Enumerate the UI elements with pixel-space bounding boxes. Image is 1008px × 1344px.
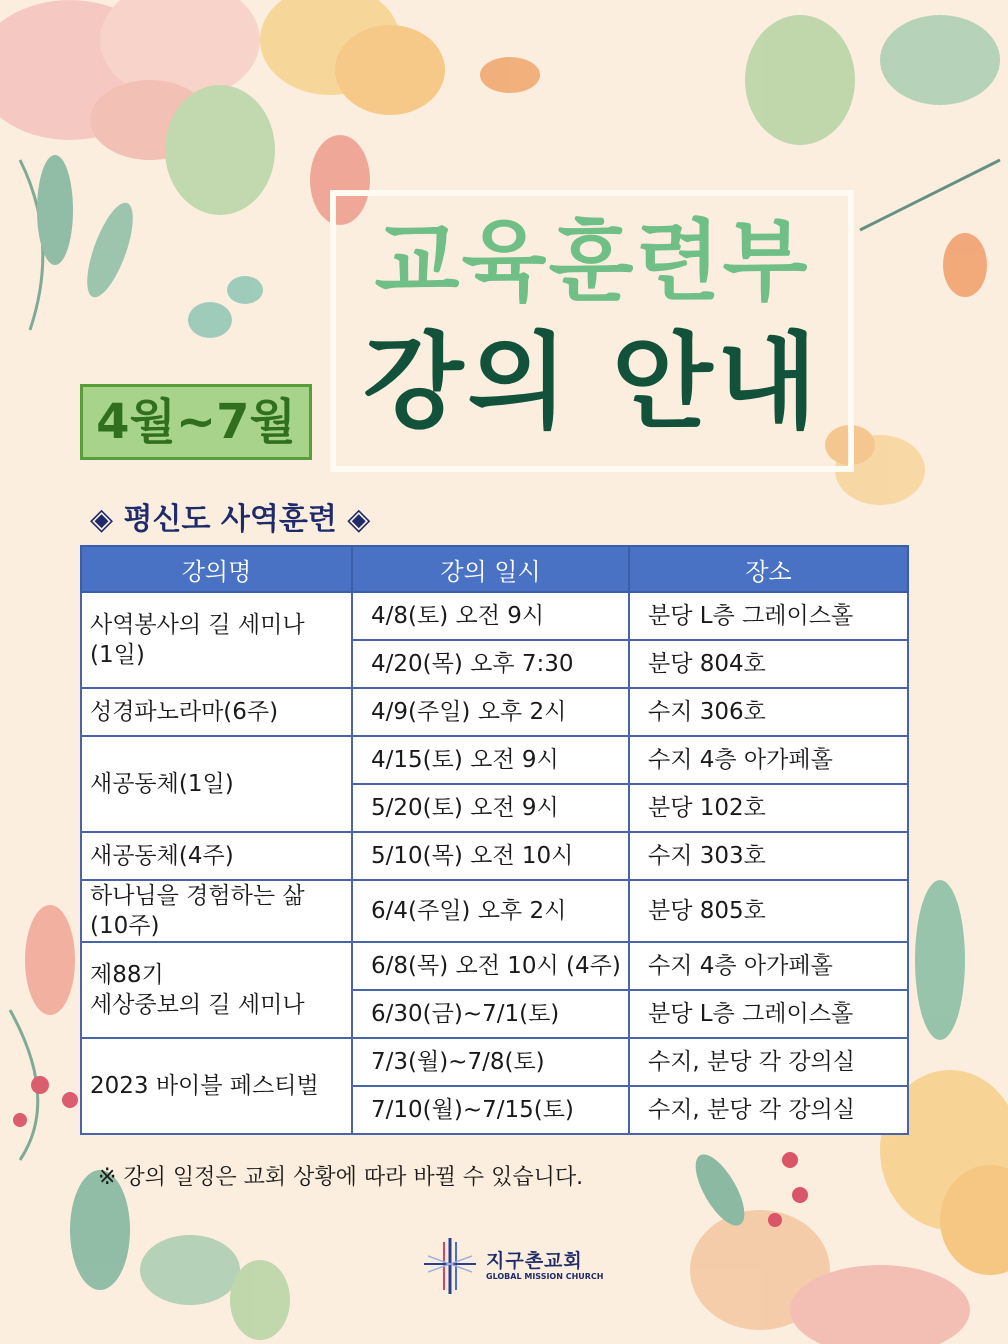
course-place: 수지 4층 아가페홀 <box>629 736 908 784</box>
course-name: 하나님을 경험하는 삶 (10주) <box>81 880 352 942</box>
table-header-row <box>81 546 908 592</box>
table-row <box>81 736 908 784</box>
course-date: 4/20(목) 오후 7:30 <box>352 640 629 688</box>
course-place: 분당 805호 <box>629 880 908 942</box>
period-badge: 4월~7월 <box>80 384 312 460</box>
course-place: 수지 4층 아가페홀 <box>629 942 908 990</box>
course-place: 분당 102호 <box>629 784 908 832</box>
church-name-english: GLOBAL MISSION CHURCH <box>486 1272 604 1281</box>
table-row <box>81 832 908 880</box>
table-row <box>81 1038 908 1086</box>
course-name: 2023 바이블 페스티벌 <box>81 1038 352 1134</box>
course-name: 새공동체(4주) <box>81 832 352 880</box>
course-date: 4/8(토) 오전 9시 <box>352 592 629 640</box>
table-row <box>81 880 908 942</box>
table-row <box>81 592 908 640</box>
course-place: 분당 804호 <box>629 640 908 688</box>
course-name: 제88기 세상중보의 길 세미나 <box>81 942 352 1038</box>
course-place: 수지, 분당 각 강의실 <box>629 1038 908 1086</box>
course-date: 4/15(토) 오전 9시 <box>352 736 629 784</box>
course-date: 7/10(월)~7/15(토) <box>352 1086 629 1134</box>
page-title-main: 강의 안내 <box>362 321 822 443</box>
section-heading: ◈ 평신도 사역훈련 ◈ <box>90 502 371 537</box>
course-date: 5/10(목) 오전 10시 <box>352 832 629 880</box>
course-name: 새공동체(1일) <box>81 736 352 832</box>
course-name: 사역봉사의 길 세미나 (1일) <box>81 592 352 688</box>
church-name-korean: 지구촌교회 <box>486 1250 583 1272</box>
course-date: 4/9(주일) 오후 2시 <box>352 688 629 736</box>
course-place: 분당 L층 그레이스홀 <box>629 990 908 1038</box>
header-course: 강의명 <box>81 546 352 592</box>
course-place: 수지 303호 <box>629 832 908 880</box>
course-date: 5/20(토) 오전 9시 <box>352 784 629 832</box>
course-date: 7/3(월)~7/8(토) <box>352 1038 629 1086</box>
header-place: 장소 <box>629 546 908 592</box>
schedule-note: ※ 강의 일정은 교회 상황에 따라 바뀔 수 있습니다. <box>98 1165 584 1190</box>
course-date: 6/4(주일) 오후 2시 <box>352 880 629 942</box>
schedule-table <box>80 545 909 1135</box>
table-row <box>81 942 908 990</box>
page-title-top: 교육훈련부 <box>374 210 810 313</box>
course-place: 분당 L층 그레이스홀 <box>629 592 908 640</box>
course-place: 수지 306호 <box>629 688 908 736</box>
course-place: 수지, 분당 각 강의실 <box>629 1086 908 1134</box>
course-date: 6/30(금)~7/1(토) <box>352 990 629 1038</box>
header-date: 강의 일시 <box>352 546 629 592</box>
course-name: 성경파노라마(6주) <box>81 688 352 736</box>
table-row <box>81 688 908 736</box>
course-date: 6/8(목) 오전 10시 (4주) <box>352 942 629 990</box>
